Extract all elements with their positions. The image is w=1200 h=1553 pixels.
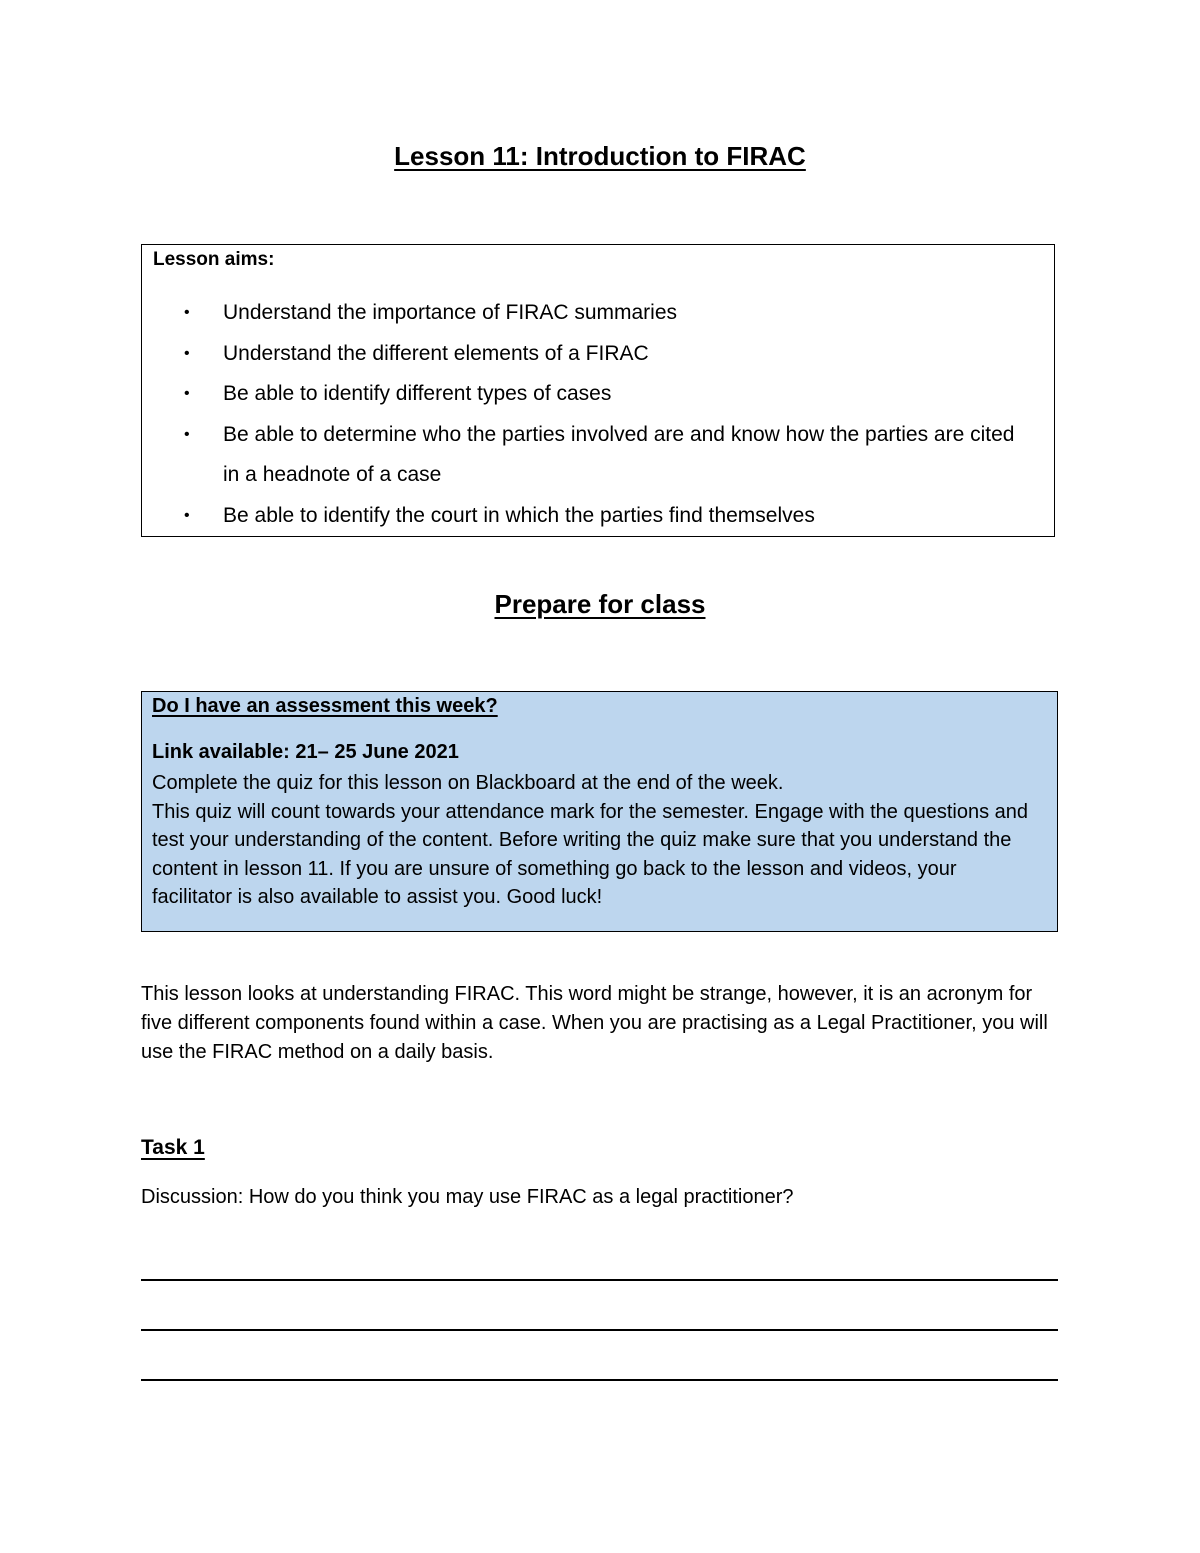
list-item [142,496,1054,537]
assessment-line1: Complete the quiz for this lesson on Blackboard at the end of the week. [152,772,784,794]
task1-heading: Task 1 [141,1136,205,1159]
answer-line [141,1379,1058,1381]
assessment-link-dates: Link available: 21– 25 June 2021 [152,741,459,763]
list-item [142,374,1054,415]
bullet-icon: • [184,425,190,443]
assessment-question: Do I have an assessment this week? [152,695,498,717]
lesson-aims-heading: Lesson aims: [153,249,275,270]
bullet-icon: • [184,344,190,362]
aim-text: Be able to identify different types of cases [223,382,612,405]
lesson-aims-box [141,244,1055,537]
prepare-for-class-heading: Prepare for class [494,589,706,619]
bullet-icon: • [184,506,190,524]
assessment-body [152,769,1042,912]
aim-text: Be able to determine who the parties involved are and know how the parties are cited in a headnote of a case [223,422,1015,486]
bullet-icon: • [184,304,190,321]
page-title: Lesson 11: Introduction to FIRAC [394,141,806,171]
answer-line [141,1279,1058,1281]
list-item [142,293,1054,334]
aim-text: Understand the different elements of a FIRAC [223,341,649,365]
assessment-description: This quiz will count towards your attendance mark for the semester. Engage with the questions and test your understanding of the content. Before writing the quiz make sure that you understand the content in lesson 11. If you are unsure of something go back to the lesson and videos, your facilitator is also available to assist you. Good luck! [152,800,1029,909]
assessment-box [141,691,1058,932]
bullet-icon: • [184,385,190,402]
aim-text: Understand the importance of FIRAC summaries [223,301,678,324]
lesson-aims-list [142,293,1054,536]
list-item [142,334,1054,375]
intro-paragraph: This lesson looks at understanding FIRAC. This word might be strange, however, it is an acronym for five different components found within a case. When you are practising as a Legal Practitioner, you will use the FIRAC method on a daily basis. [141,983,1048,1063]
list-item [142,415,1054,496]
aim-text: Be able to identify the court in which the parties find themselves [223,503,815,527]
answer-line [141,1329,1058,1331]
task1-question: Discussion: How do you think you may use FIRAC as a legal practitioner? [141,1186,794,1208]
